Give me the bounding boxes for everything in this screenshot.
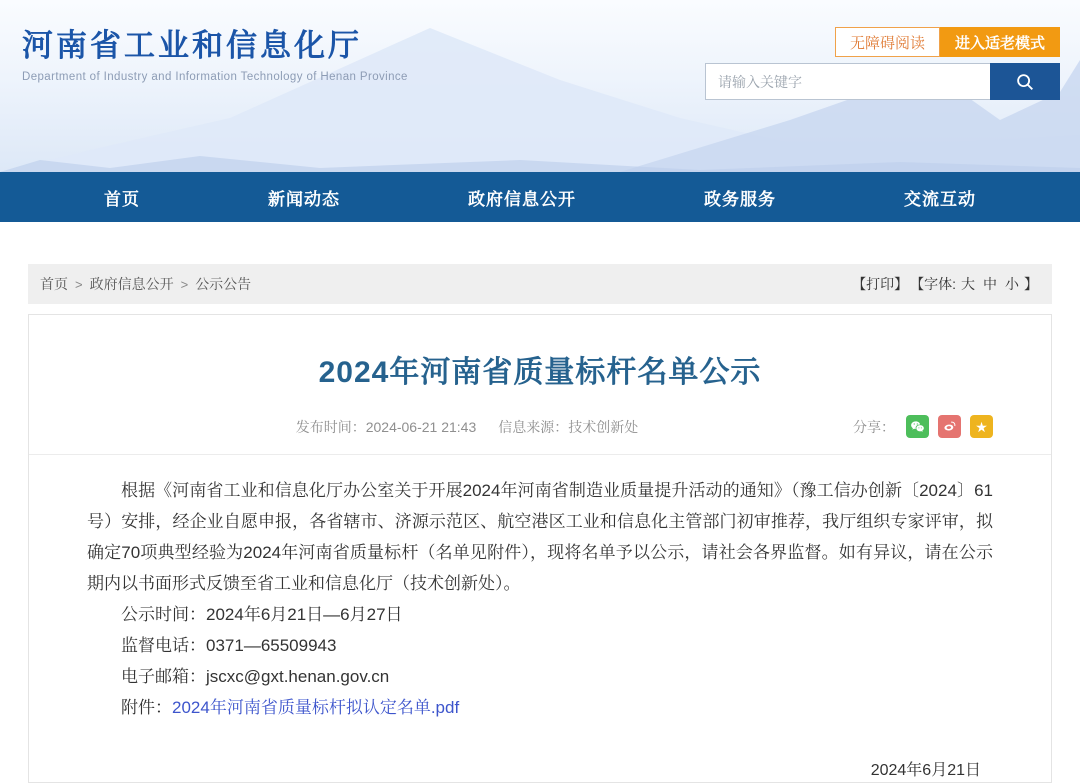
font-size-large[interactable]: 大 [961, 276, 975, 292]
article-body [29, 455, 1051, 783]
site-brand [22, 20, 408, 83]
share-label: 分享： [853, 418, 895, 435]
page-tools [852, 274, 1038, 294]
breadcrumb-bar [28, 264, 1052, 304]
font-size-label: 【字体: [910, 276, 956, 292]
font-size-small[interactable]: 小 [1005, 276, 1019, 292]
share-bar [853, 415, 993, 438]
nav-item-interaction[interactable]: 交流互动 [904, 189, 976, 209]
nav-item-services[interactable]: 政务服务 [704, 189, 776, 209]
top-actions [835, 27, 1060, 57]
article-paragraph: 根据《河南省工业和信息化厅办公室关于开展2024年河南省制造业质量提升活动的通知》（豫工信办创新〔2024〕61号）安排，经企业自愿申报，各省辖市、济源示范区、航空港区工业和信息化主管部门初审推荐，我厅组织专家评审，拟确定70项典型经验为2024年河南省质量标杆（名单见附件），现将名单予以公示，请社会各界监督。如有异议，请在公示期内以书面形式反馈至省工业和信息化厅（技术创新处）。 [87, 481, 993, 593]
article-panel [28, 314, 1052, 783]
breadcrumb-separator: > [75, 276, 83, 292]
article-meta [29, 417, 905, 437]
publicity-period: 公示时间：2024年6月21日—6月27日 [121, 605, 403, 624]
source-value: 技术创新处 [568, 419, 639, 435]
breadcrumb [40, 274, 251, 294]
share-wechat-button[interactable] [906, 415, 929, 438]
article-meta-row [29, 415, 1051, 455]
share-weibo-button[interactable] [938, 415, 961, 438]
supervision-phone: 监督电话：0371—65509943 [121, 636, 337, 655]
elder-mode-button[interactable]: 进入适老模式 [940, 27, 1060, 57]
attachment-link[interactable]: 2024年河南省质量标杆拟认定名单.pdf [172, 698, 460, 717]
nav-item-news[interactable]: 新闻动态 [268, 189, 340, 209]
wechat-icon [909, 418, 926, 435]
accessibility-button[interactable]: 无障碍阅读 [835, 27, 940, 57]
breadcrumb-separator: > [180, 276, 189, 292]
article-date: 2024年6月21日 [870, 762, 981, 779]
search-icon [1014, 71, 1036, 93]
breadcrumb-gov-info[interactable]: 政府信息公开 [89, 276, 174, 292]
site-header [0, 0, 1080, 172]
share-favorite-button[interactable] [970, 415, 993, 438]
main-nav [0, 172, 1080, 222]
contact-email: 电子邮箱：jscxc@gxt.henan.gov.cn [121, 667, 390, 686]
weibo-icon [941, 418, 958, 435]
print-button[interactable]: 【打印】 [852, 276, 909, 292]
search-input[interactable] [705, 63, 990, 100]
font-size-medium[interactable]: 中 [983, 276, 997, 292]
site-title: 河南省工业和信息化厅 [22, 28, 362, 63]
breadcrumb-home[interactable]: 首页 [40, 276, 68, 292]
breadcrumb-announcements[interactable]: 公示公告 [195, 276, 252, 292]
nav-item-info-disclosure[interactable]: 政府信息公开 [468, 189, 576, 209]
article-title: 2024年河南省质量标杆名单公示 [318, 356, 762, 389]
star-icon: ★ [975, 418, 988, 435]
search-box [705, 63, 1060, 100]
search-button[interactable] [990, 63, 1060, 100]
publish-time: 2024-06-21 21:43 [365, 419, 477, 435]
attachment-row [87, 692, 993, 723]
nav-item-home[interactable]: 首页 [104, 189, 140, 209]
publish-time-label: 发布时间： [295, 419, 366, 435]
site-subtitle: Department of Industry and Information Technology of Henan Province [22, 71, 408, 83]
attachment-label: 附件： [121, 698, 172, 717]
font-size-label-close: 】 [1024, 276, 1038, 292]
source-label: 信息来源： [498, 419, 569, 435]
